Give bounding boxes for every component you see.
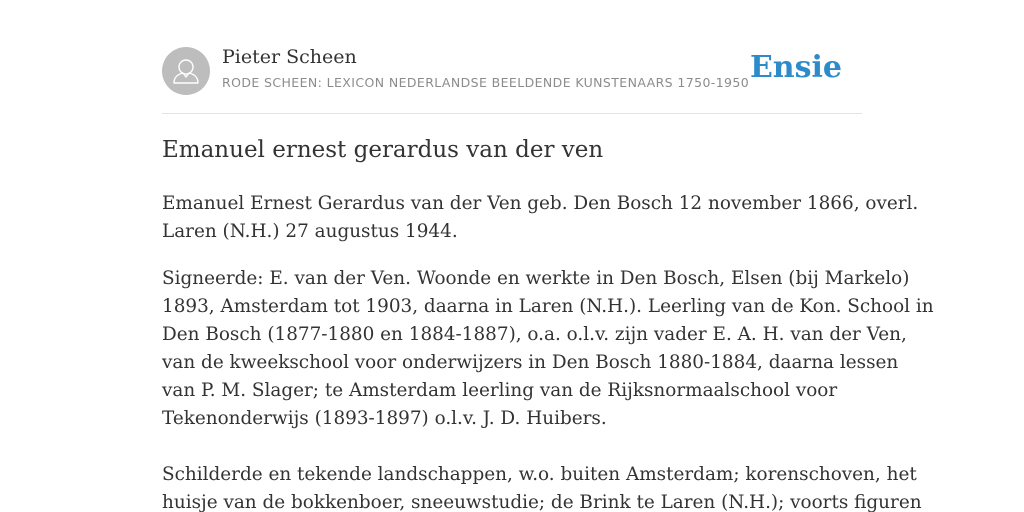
user-silhouette-icon [162, 47, 210, 95]
text-line: Schilderde en tekende landschappen, w.o. buiten Amsterdam; korenschoven, het [162, 464, 917, 485]
text-line: Tekenonderwijs (1893-1897) o.l.v. J. D. Huibers. [162, 408, 607, 429]
paragraph-2 [162, 265, 934, 512]
source-name[interactable]: RODE SCHEEN: LEXICON NEDERLANDSE BEELDENDE KUNSTENAARS 1750-1950 [222, 75, 750, 90]
text-line: Emanuel Ernest Gerardus van der Ven geb. Den Bosch 12 november 1866, overl. [162, 193, 919, 214]
text-line: Laren (N.H.) 27 augustus 1944. [162, 221, 458, 242]
author-name[interactable]: Pieter Scheen [222, 46, 357, 68]
text-line: van P. M. Slager; te Amsterdam leerling van de Rijksnormaalschool voor [162, 380, 838, 401]
header-divider [162, 113, 862, 114]
text-line: Den Bosch (1877-1880 en 1884-1887), o.a. o.l.v. zijn vader E. A. H. van der Ven, [162, 324, 907, 345]
article-body [162, 190, 934, 512]
author-avatar[interactable] [162, 47, 210, 95]
text-line: huisje van de bokkenboer, sneeuwstudie; de Brink te Laren (N.H.); voorts figuren [162, 492, 922, 512]
paragraph-gap [162, 433, 862, 461]
text-line: Signeerde: E. van der Ven. Woonde en werkte in Den Bosch, Elsen (bij Markelo) [162, 268, 910, 289]
text-line: van de kweekschool voor onderwijzers in Den Bosch 1880-1884, daarna lessen [162, 352, 899, 373]
ensie-logo[interactable]: Ensie [749, 50, 842, 85]
text-line: 1893, Amsterdam tot 1903, daarna in Laren (N.H.). Leerling van de Kon. School in [162, 296, 934, 317]
paragraph-1 [162, 190, 919, 246]
article-title: Emanuel ernest gerardus van der ven [162, 137, 604, 163]
article-header [162, 46, 862, 96]
